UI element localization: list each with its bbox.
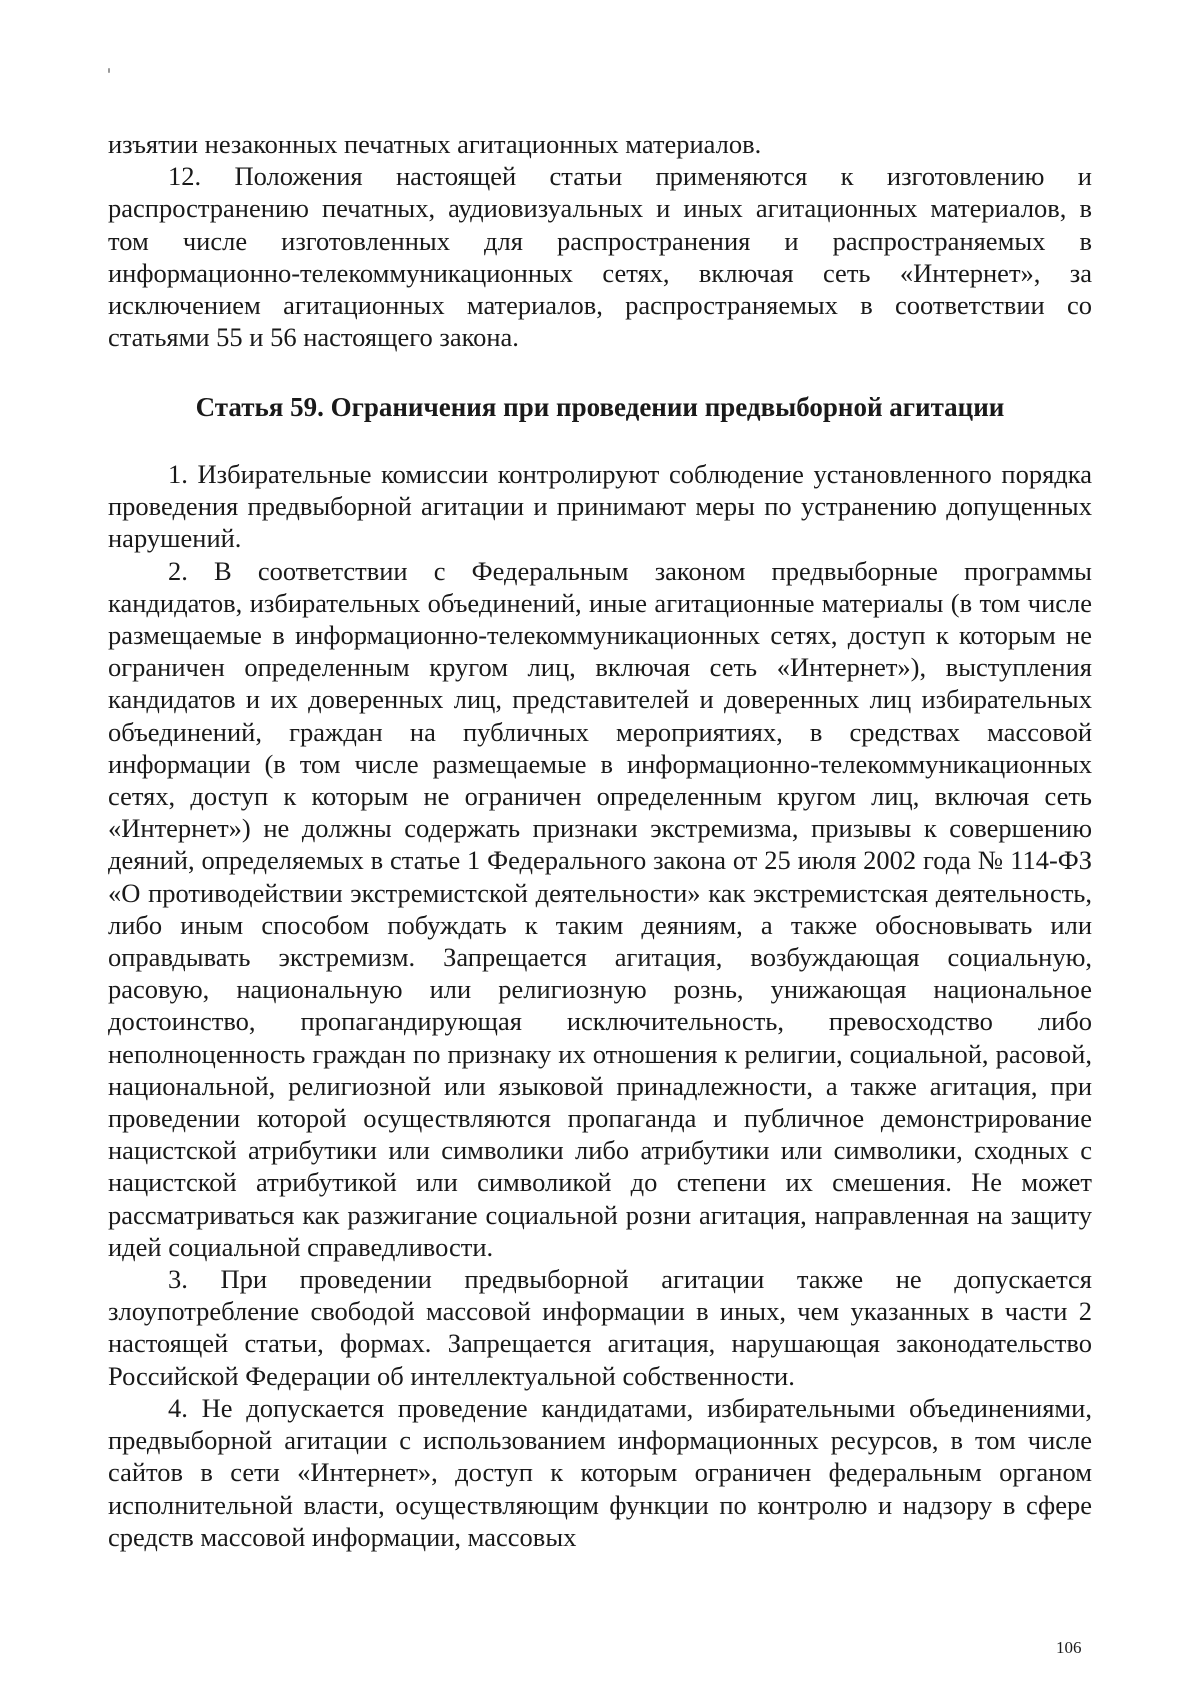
text-block-top xyxy=(108,128,1092,353)
scan-speck xyxy=(108,68,110,73)
paragraph-item-1: 1. Избирательные комиссии контролируют соблюдение установленного порядка проведения предвыборной агитации и принимают меры по устранению допущенных нарушений. xyxy=(108,459,1092,554)
paragraph-continuation: изъятии незаконных печатных агитационных материалов. xyxy=(108,129,762,159)
paragraph-item-4: 4. Не допускается проведение кандидатами, избирательными объединениями, предвыборной агитации с использованием информационных ресурсов, в том числе сайтов в сети «Интернет», доступ к которым ограничен федеральным органом исполнительной власти, осуществляющим функции по контролю и надзору в сфере средств массовой информации, массовых xyxy=(108,1392,1092,1552)
paragraph-item-2: 2. В соответствии с Федеральным законом предвыборные программы кандидатов, избирательных объединений, иные агитационные материалы (в том числе размещаемые в информационно-телекоммуникационных сетях, доступ к которым не ограничен определенным кругом лиц, включая сеть «Интернет»), выступления кандидатов и их доверенных лиц, представителей и доверенных лиц избирательных объединений, граждан на публичных мероприятиях, в средствах массовой информации (в том числе размещаемые в информационно-телекоммуникационных сетях, доступ к которым не ограничен определенным кругом лиц, включая сеть «Интернет») не должны содержать признаки экстремизма, призывы к совершению деяний, определяемых в статье 1 Федерального закона от 25 июля 2002 года № 114-ФЗ «О противодействии экстремистской деятельности» как экстремистская деятельность, либо иным способом побуждать к таким деяниям, а также обосновывать или оправдывать экстремизм. Запрещается агитация, возбуждающая социальную, расовую, национальную или религиозную рознь, унижающая национальное достоинство, пропагандирующая исключительность, превосходство либо неполноценность граждан по признаку их отношения к религии, социальной, расовой, национальной, религиозной или языковой принадлежности, а также агитация, при проведении которой осуществляются пропаганда и публичное демонстрирование нацистской атрибутики или символики либо атрибутики или символики, сходных с нацистской атрибутикой или символикой до степени их смешения. Не может рассматриваться как разжигание социальной розни агитация, направленная на защиту идей социальной справедливости. xyxy=(108,555,1092,1262)
paragraph-item-3: 3. При проведении предвыборной агитации также не допускается злоупотребление свободой массовой информации в иных, чем указанных в части 2 настоящей статьи, формах. Запрещается агитация, нарушающая законодательство Российской Федерации об интеллектуальной собственности. xyxy=(108,1264,1092,1391)
article-heading xyxy=(108,390,1092,424)
article-label: Статья 59. xyxy=(195,392,331,422)
text-block-main xyxy=(108,458,1092,1553)
paragraph-item-12: 12. Положения настоящей статьи применяются к изготовлению и распространению печатных, аудиовизуальных и иных агитационных материалов, в том числе изготовленных для распространения и распространяемых в информационно-телекоммуникационных сетях, включая сеть «Интернет», за исключением агитационных материалов, распространяемых в соответствии со статьями 55 и 56 настоящего закона. xyxy=(108,161,1092,353)
page-number: 106 xyxy=(1056,1638,1082,1657)
article-title: Ограничения при проведении предвыборной агитации xyxy=(330,392,1005,422)
